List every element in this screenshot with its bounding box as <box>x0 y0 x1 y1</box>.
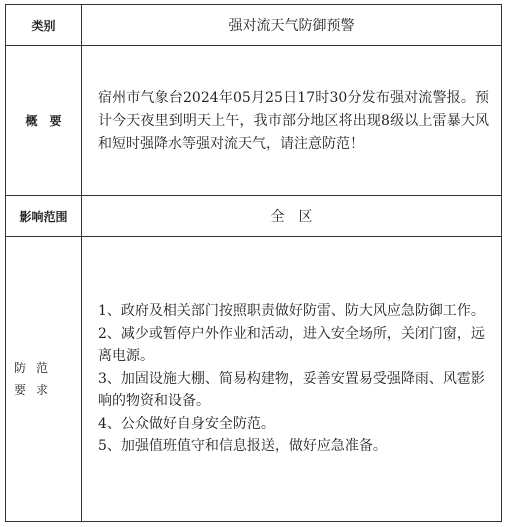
category-row <box>6 5 502 46</box>
requirement-item: 5、加强值班值守和信息报送，做好应急准备。 <box>98 438 387 455</box>
requirements-row <box>6 237 502 522</box>
requirements-label-cell <box>6 237 82 522</box>
scope-row <box>6 196 502 237</box>
scope-value: 全 区 <box>82 196 502 237</box>
summary-cell <box>82 46 502 196</box>
requirement-item: 4、公众做好自身安全防范。 <box>98 415 275 432</box>
requirements-label-line1: 防范 <box>14 361 59 375</box>
requirement-item: 1、政府及相关部门按照职责做好防雷、防大风应急防御工作。 <box>98 303 485 320</box>
scope-label: 影响范围 <box>6 196 82 237</box>
category-label: 类别 <box>6 5 82 46</box>
summary-label: 概 要 <box>6 46 82 196</box>
requirement-item: 3、加固设施大棚、简易构建物，妥善安置易受强降雨、风雹影响的物资和设备。 <box>98 370 485 410</box>
category-value: 强对流天气防御预警 <box>82 5 502 46</box>
requirements-cell <box>82 237 502 522</box>
warning-notice-table <box>5 4 502 522</box>
summary-text: 宿州市气象台2024年05月25日17时30分发布强对流警报。预计今天夜里到明天上午，我市部分地区将出现8级以上雷暴大风和短时强降水等强对流天气，请注意防范！ <box>98 90 489 152</box>
requirements-label-line2: 要求 <box>14 383 59 397</box>
requirement-item: 2、减少或暂停户外作业和活动，进入安全场所，关闭门窗，远离电源。 <box>98 325 485 365</box>
requirements-list <box>82 300 501 458</box>
summary-row <box>6 46 502 196</box>
